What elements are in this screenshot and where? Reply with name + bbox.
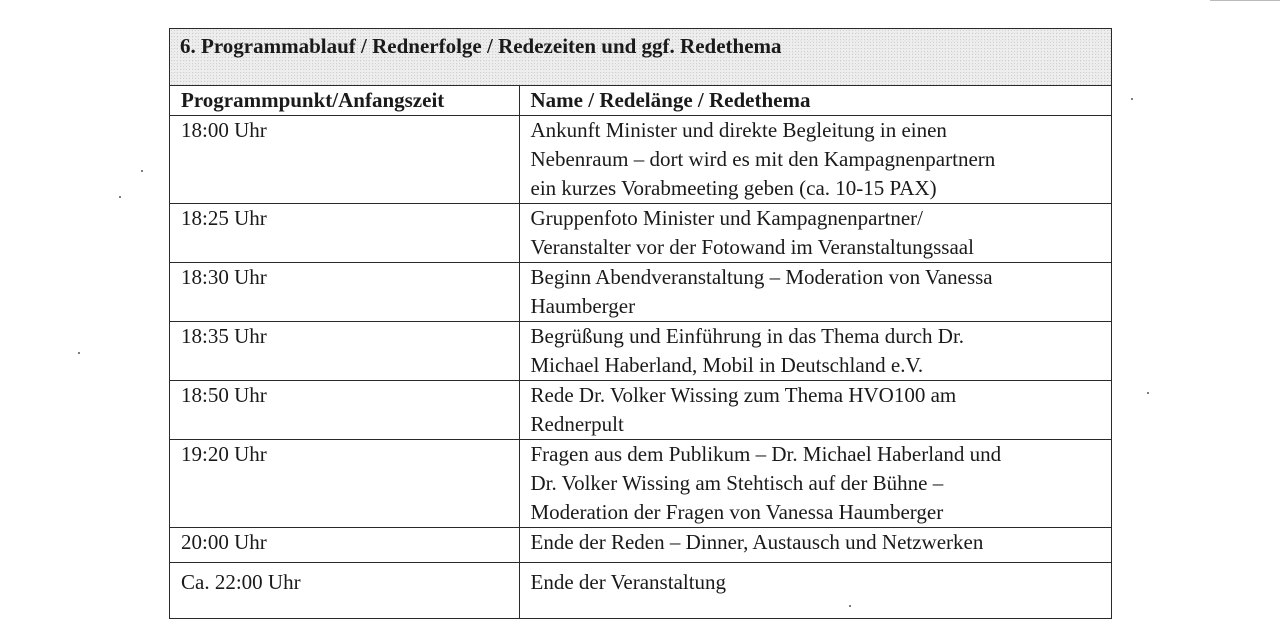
row-details bbox=[519, 116, 1111, 204]
table-row bbox=[170, 263, 1111, 322]
scan-speck bbox=[1131, 98, 1133, 100]
details-line: Ende der Reden – Dinner, Austausch und Netzwerken bbox=[530, 530, 984, 554]
details-line: Begrüßung und Einführung in das Thema durch Dr. bbox=[530, 324, 965, 348]
column-header-time: Programmpunkt/Anfangszeit bbox=[170, 86, 519, 116]
row-details bbox=[519, 528, 1111, 563]
row-time: Ca. 22:00 Uhr bbox=[170, 563, 519, 619]
table-row bbox=[170, 528, 1111, 563]
details-line: Haumberger bbox=[530, 294, 636, 318]
details-line: Moderation der Fragen von Vanessa Haumberger bbox=[530, 500, 944, 524]
scan-speck bbox=[119, 196, 121, 198]
row-time: 18:35 Uhr bbox=[170, 322, 519, 381]
row-time: 18:25 Uhr bbox=[170, 204, 519, 263]
row-time: 18:00 Uhr bbox=[170, 116, 519, 204]
table-row bbox=[170, 322, 1111, 381]
scan-edge-line bbox=[1210, 0, 1280, 1]
details-line: Beginn Abendveranstaltung – Moderation von Vanessa bbox=[530, 265, 993, 289]
row-details bbox=[519, 440, 1111, 528]
schedule-table bbox=[169, 28, 1112, 619]
row-details bbox=[519, 322, 1111, 381]
details-line: ein kurzes Vorabmeeting geben (ca. 10-15 PAX) bbox=[530, 176, 937, 200]
details-line: Fragen aus dem Publikum – Dr. Michael Haberland und bbox=[530, 442, 1002, 466]
row-time: 18:30 Uhr bbox=[170, 263, 519, 322]
table-row bbox=[170, 204, 1111, 263]
details-line: Gruppenfoto Minister und Kampagnenpartner/ bbox=[530, 206, 923, 230]
scan-speck bbox=[141, 170, 143, 172]
header-row bbox=[170, 86, 1111, 116]
table-row bbox=[170, 116, 1111, 204]
column-header-details: Name / Redelänge / Redethema bbox=[519, 86, 1111, 116]
row-details bbox=[519, 263, 1111, 322]
table-row bbox=[170, 381, 1111, 440]
details-line: Michael Haberland, Mobil in Deutschland e.V. bbox=[530, 353, 924, 377]
details-line: Ankunft Minister und direkte Begleitung in einen bbox=[530, 118, 947, 142]
row-time: 20:00 Uhr bbox=[170, 528, 519, 563]
section-title: 6. Programmablauf / Rednerfolge / Redezeiten und ggf. Redethema bbox=[170, 29, 1111, 86]
details-line: Nebenraum – dort wird es mit den Kampagnenpartnern bbox=[530, 147, 996, 171]
details-line: Rede Dr. Volker Wissing zum Thema HVO100 am bbox=[530, 383, 957, 407]
row-time: 18:50 Uhr bbox=[170, 381, 519, 440]
scan-speck bbox=[78, 352, 80, 354]
details-line: Dr. Volker Wissing am Stehtisch auf der Bühne – bbox=[530, 471, 944, 495]
table-row bbox=[170, 440, 1111, 528]
scan-speck bbox=[1147, 392, 1149, 394]
row-time: 19:20 Uhr bbox=[170, 440, 519, 528]
details-line: Veranstalter vor der Fotowand im Veranstaltungssaal bbox=[530, 235, 974, 259]
row-details bbox=[519, 563, 1111, 619]
row-details bbox=[519, 381, 1111, 440]
details-line: Rednerpult bbox=[530, 412, 624, 436]
row-details bbox=[519, 204, 1111, 263]
details-line: Ende der Veranstaltung bbox=[530, 570, 727, 594]
program-table bbox=[170, 86, 1111, 618]
table-row bbox=[170, 563, 1111, 619]
